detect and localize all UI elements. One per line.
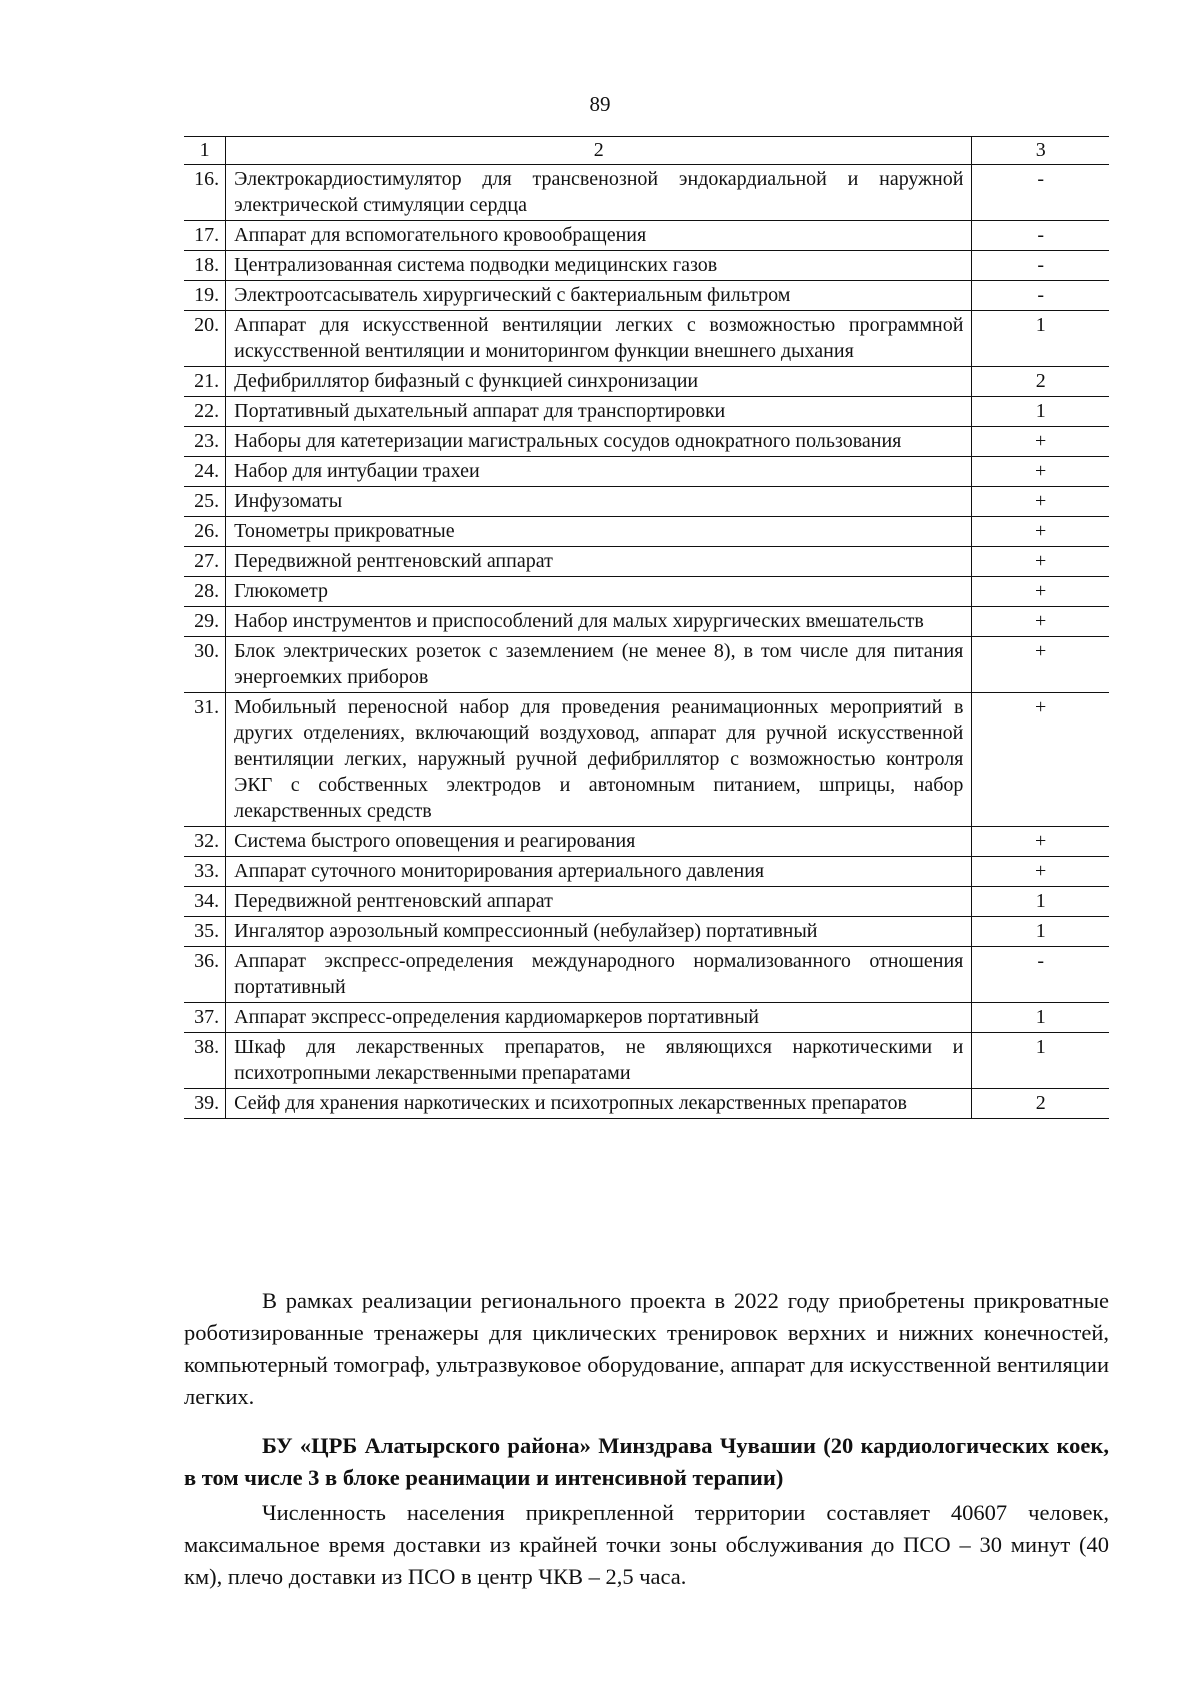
table-row [184,281,1109,311]
row-number: 31. [184,693,226,827]
header-col-2: 2 [226,137,972,165]
equipment-quantity: 2 [972,1089,1109,1119]
table-row [184,251,1109,281]
row-number: 38. [184,1033,226,1089]
equipment-name: Аппарат экспресс-определения кардиомаркеров портативный [226,1003,972,1033]
equipment-name: Набор для интубации трахеи [226,457,972,487]
equipment-name: Шкаф для лекарственных препаратов, не являющихся наркотическими и психотропными лекарственными препаратами [226,1033,972,1089]
equipment-quantity: + [972,457,1109,487]
row-number: 19. [184,281,226,311]
row-number: 22. [184,397,226,427]
row-number: 30. [184,637,226,693]
table-row [184,367,1109,397]
row-number: 35. [184,917,226,947]
table-row [184,887,1109,917]
equipment-quantity: + [972,547,1109,577]
equipment-name: Инфузоматы [226,487,972,517]
row-number: 18. [184,251,226,281]
row-number: 24. [184,457,226,487]
equipment-quantity: 1 [972,1033,1109,1089]
equipment-name: Мобильный переносной набор для проведения реанимационных мероприятий в других отделениях, включающий воздуховод, аппарат для ручной искусственной вентиляции легких, наружный ручной дефибриллятор с возможностью контроля ЭКГ с собственных электродов и автономным питанием, шприцы, набор лекарственных средств [226,693,972,827]
equipment-table [184,136,1109,1119]
header-col-1: 1 [184,137,226,165]
equipment-name: Аппарат экспресс-определения международного нормализованного отношения портативный [226,947,972,1003]
row-number: 17. [184,221,226,251]
equipment-name: Аппарат суточного мониторирования артериального давления [226,857,972,887]
equipment-name: Глюкометр [226,577,972,607]
row-number: 16. [184,165,226,221]
equipment-quantity: 1 [972,917,1109,947]
equipment-name: Тонометры прикроватные [226,517,972,547]
table-row [184,693,1109,827]
table-row [184,1003,1109,1033]
equipment-name: Блок электрических розеток с заземлением (не менее 8), в том числе для питания энергоемких приборов [226,637,972,693]
row-number: 26. [184,517,226,547]
equipment-quantity: + [972,857,1109,887]
row-number: 21. [184,367,226,397]
equipment-name: Аппарат для вспомогательного кровообращения [226,221,972,251]
row-number: 28. [184,577,226,607]
equipment-quantity: 1 [972,311,1109,367]
equipment-quantity: 1 [972,887,1109,917]
equipment-name: Портативный дыхательный аппарат для транспортировки [226,397,972,427]
row-number: 36. [184,947,226,1003]
row-number: 34. [184,887,226,917]
table-row [184,1033,1109,1089]
paragraph-regional-project: В рамках реализации регионального проекта в 2022 году приобретены прикроватные роботизированные тренажеры для циклических тренировок верхних и нижних конечностей, компьютерный томограф, ультразвуковое оборудование, аппарат для искусственной вентиляции легких. [184,1288,1109,1409]
equipment-quantity: + [972,577,1109,607]
table-row [184,637,1109,693]
equipment-name: Электроотсасыватель хирургический с бактериальным фильтром [226,281,972,311]
equipment-quantity: + [972,693,1109,827]
equipment-name: Ингалятор аэрозольный компрессионный (небулайзер) портативный [226,917,972,947]
equipment-name: Сейф для хранения наркотических и психотропных лекарственных препаратов [226,1089,972,1119]
table-row [184,487,1109,517]
row-number: 33. [184,857,226,887]
table-row [184,457,1109,487]
table-row [184,517,1109,547]
row-number: 20. [184,311,226,367]
table-row [184,547,1109,577]
row-number: 29. [184,607,226,637]
equipment-quantity: + [972,637,1109,693]
equipment-quantity: - [972,251,1109,281]
row-number: 32. [184,827,226,857]
equipment-name: Наборы для катетеризации магистральных сосудов однократного пользования [226,427,972,457]
table-row [184,311,1109,367]
header-row [184,137,1109,165]
row-number: 37. [184,1003,226,1033]
row-number: 27. [184,547,226,577]
equipment-name: Электрокардиостимулятор для трансвенозной эндокардиальной и наружной электрической стимуляции сердца [226,165,972,221]
table-row [184,947,1109,1003]
table-row [184,827,1109,857]
table-row [184,427,1109,457]
table-row [184,397,1109,427]
equipment-quantity: - [972,281,1109,311]
table-row [184,577,1109,607]
equipment-quantity: - [972,221,1109,251]
row-number: 39. [184,1089,226,1119]
row-number: 25. [184,487,226,517]
equipment-name: Аппарат для искусственной вентиляции легких с возможностью программной искусственной вентиляции и мониторингом функции внешнего дыхания [226,311,972,367]
equipment-quantity: 1 [972,1003,1109,1033]
equipment-quantity: + [972,427,1109,457]
row-number: 23. [184,427,226,457]
equipment-name: Централизованная система подводки медицинских газов [226,251,972,281]
page-number: 89 [589,92,611,116]
equipment-name: Дефибриллятор бифазный с функцией синхронизации [226,367,972,397]
equipment-quantity: 1 [972,397,1109,427]
equipment-name: Набор инструментов и приспособлений для малых хирургических вмешательств [226,607,972,637]
table-row [184,221,1109,251]
equipment-quantity: 2 [972,367,1109,397]
table-row [184,857,1109,887]
equipment-name: Система быстрого оповещения и реагирования [226,827,972,857]
table-row [184,607,1109,637]
table-header [184,137,1109,165]
equipment-name: Передвижной рентгеновский аппарат [226,887,972,917]
equipment-quantity: + [972,487,1109,517]
table-row [184,917,1109,947]
paragraph-population: Численность населения прикрепленной территории составляет 40607 человек, максимальное время доставки из крайней точки зоны обслуживания до ПСО – 30 минут (40 км), плечо доставки из ПСО в центр ЧКВ – 2,5 часа. [184,1500,1109,1589]
equipment-quantity: - [972,165,1109,221]
equipment-quantity: - [972,947,1109,1003]
equipment-name: Передвижной рентгеновский аппарат [226,547,972,577]
section-heading: БУ «ЦРБ Алатырского района» Минздрава Чувашии (20 кардиологических коек, в том числе 3 в блоке реанимации и интенсивной терапии) [184,1433,1109,1490]
equipment-quantity: + [972,827,1109,857]
header-col-3: 3 [972,137,1109,165]
equipment-quantity: + [972,517,1109,547]
equipment-quantity: + [972,607,1109,637]
table-body [184,165,1109,1119]
table-row [184,165,1109,221]
table-row [184,1089,1109,1119]
